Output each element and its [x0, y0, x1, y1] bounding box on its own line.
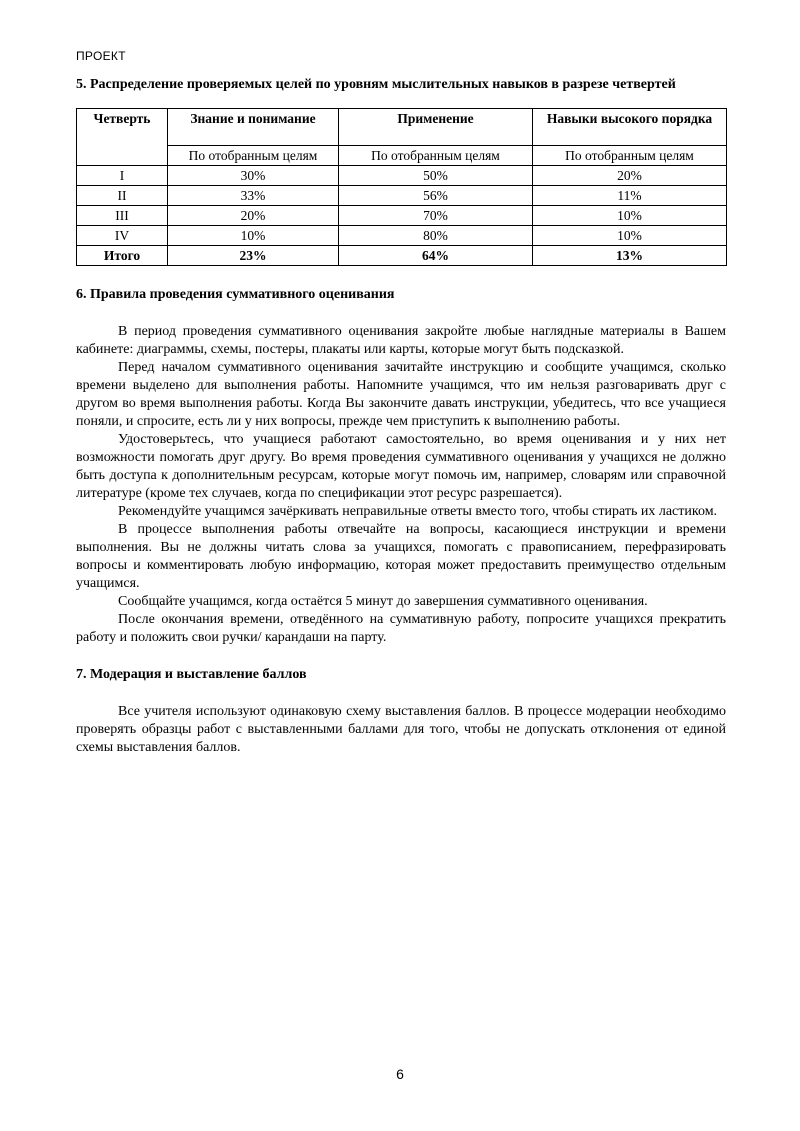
col-header-knowledge: Знание и понимание	[168, 109, 339, 146]
col-header-quarter: Четверть	[77, 109, 168, 166]
paragraph: В период проведения суммативного оценивания закройте любые наглядные материалы в Вашем кабинете: диаграммы, схемы, постеры, плакаты или карты, которые могут быть подсказкой.	[76, 324, 726, 357]
paragraph: В процессе выполнения работы отвечайте на вопросы, касающиеся инструкции и времени выполнения. Вы не должны читать слова за учащихся, помогать с правописанием, перефразировать вопросы и комментировать любую информацию, которая может предоставить преимущество отдельным учащимся.	[76, 522, 726, 591]
cell-application: 70%	[339, 206, 533, 226]
total-application: 64%	[339, 246, 533, 266]
page-number: 6	[396, 1066, 404, 1082]
total-knowledge: 23%	[168, 246, 339, 266]
cell-quarter: IV	[77, 226, 168, 246]
section-7-title: 7. Модерация и выставление баллов	[76, 667, 307, 682]
table-row	[77, 186, 727, 206]
cell-quarter: II	[77, 186, 168, 206]
cell-application: 80%	[339, 226, 533, 246]
paragraph: Все учителя используют одинаковую схему выставления баллов. В процессе модерации необходимо проверять образцы работ с выставленными баллами для того, чтобы не допускать отклонения от единой схемы выставления баллов.	[76, 704, 726, 755]
cell-higher-order: 11%	[533, 186, 727, 206]
paragraph: Перед началом суммативного оценивания зачитайте инструкцию и сообщите учащимся, сколько времени выделено для выполнения работы. Напомните учащимся, что им нельзя разговаривать друг с другом во время выполнения работы. Когда Вы закончите давать инструкции, убедитесь, что все учащиеся поняли, и спросите, есть ли у них вопросы, прежде чем приступить к выполнению работы.	[76, 360, 726, 429]
subheader-higher-order: По отобранным целям	[533, 146, 727, 166]
section-6-title: 6. Правила проведения суммативного оценивания	[76, 287, 395, 302]
col-header-application: Применение	[339, 109, 533, 146]
cell-knowledge: 10%	[168, 226, 339, 246]
section-5-title: 5. Распределение проверяемых целей по уровням мыслительных навыков в разрезе четвертей	[76, 77, 676, 92]
page-content	[76, 76, 726, 757]
subheader-application: По отобранным целям	[339, 146, 533, 166]
table-header-row	[77, 109, 727, 146]
paragraph: Удостоверьтесь, что учащиеся работают самостоятельно, во время оценивания и у них нет возможности помогать друг другу. Во время проведения суммативного оценивания у учащихся не должно быть доступа к дополнительным ресурсам, которые могут помочь им, например, словарям или справочной литературе (кроме тех случаев, когда по спецификации этот ресурс разрешается).	[76, 432, 726, 501]
paragraph: Сообщайте учащимся, когда остаётся 5 минут до завершения суммативного оценивания.	[118, 594, 648, 609]
table-total-row	[77, 246, 727, 266]
cell-knowledge: 30%	[168, 166, 339, 186]
table-row	[77, 206, 727, 226]
total-higher-order: 13%	[533, 246, 727, 266]
cell-quarter: III	[77, 206, 168, 226]
col-header-higher-order: Навыки высокого порядка	[533, 109, 727, 146]
subheader-knowledge: По отобранным целям	[168, 146, 339, 166]
table-subheader-row	[77, 146, 727, 166]
total-label: Итого	[77, 246, 168, 266]
section-6-body	[76, 323, 726, 647]
cell-knowledge: 20%	[168, 206, 339, 226]
table-row	[77, 166, 727, 186]
paragraph: Рекомендуйте учащимся зачёркивать неправильные ответы вместо того, чтобы стирать их ластиком.	[118, 504, 718, 519]
cell-higher-order: 20%	[533, 166, 727, 186]
section-7-body	[76, 703, 726, 757]
cell-higher-order: 10%	[533, 206, 727, 226]
cell-application: 50%	[339, 166, 533, 186]
cell-application: 56%	[339, 186, 533, 206]
draft-label: ПРОЕКТ	[76, 49, 126, 63]
cell-higher-order: 10%	[533, 226, 727, 246]
table-row	[77, 226, 727, 246]
thinking-skills-table	[76, 108, 727, 266]
cell-quarter: I	[77, 166, 168, 186]
cell-knowledge: 33%	[168, 186, 339, 206]
paragraph: После окончания времени, отведённого на суммативную работу, попросите учащихся прекратить работу и положить свои ручки/ карандаши на парту.	[76, 612, 726, 645]
